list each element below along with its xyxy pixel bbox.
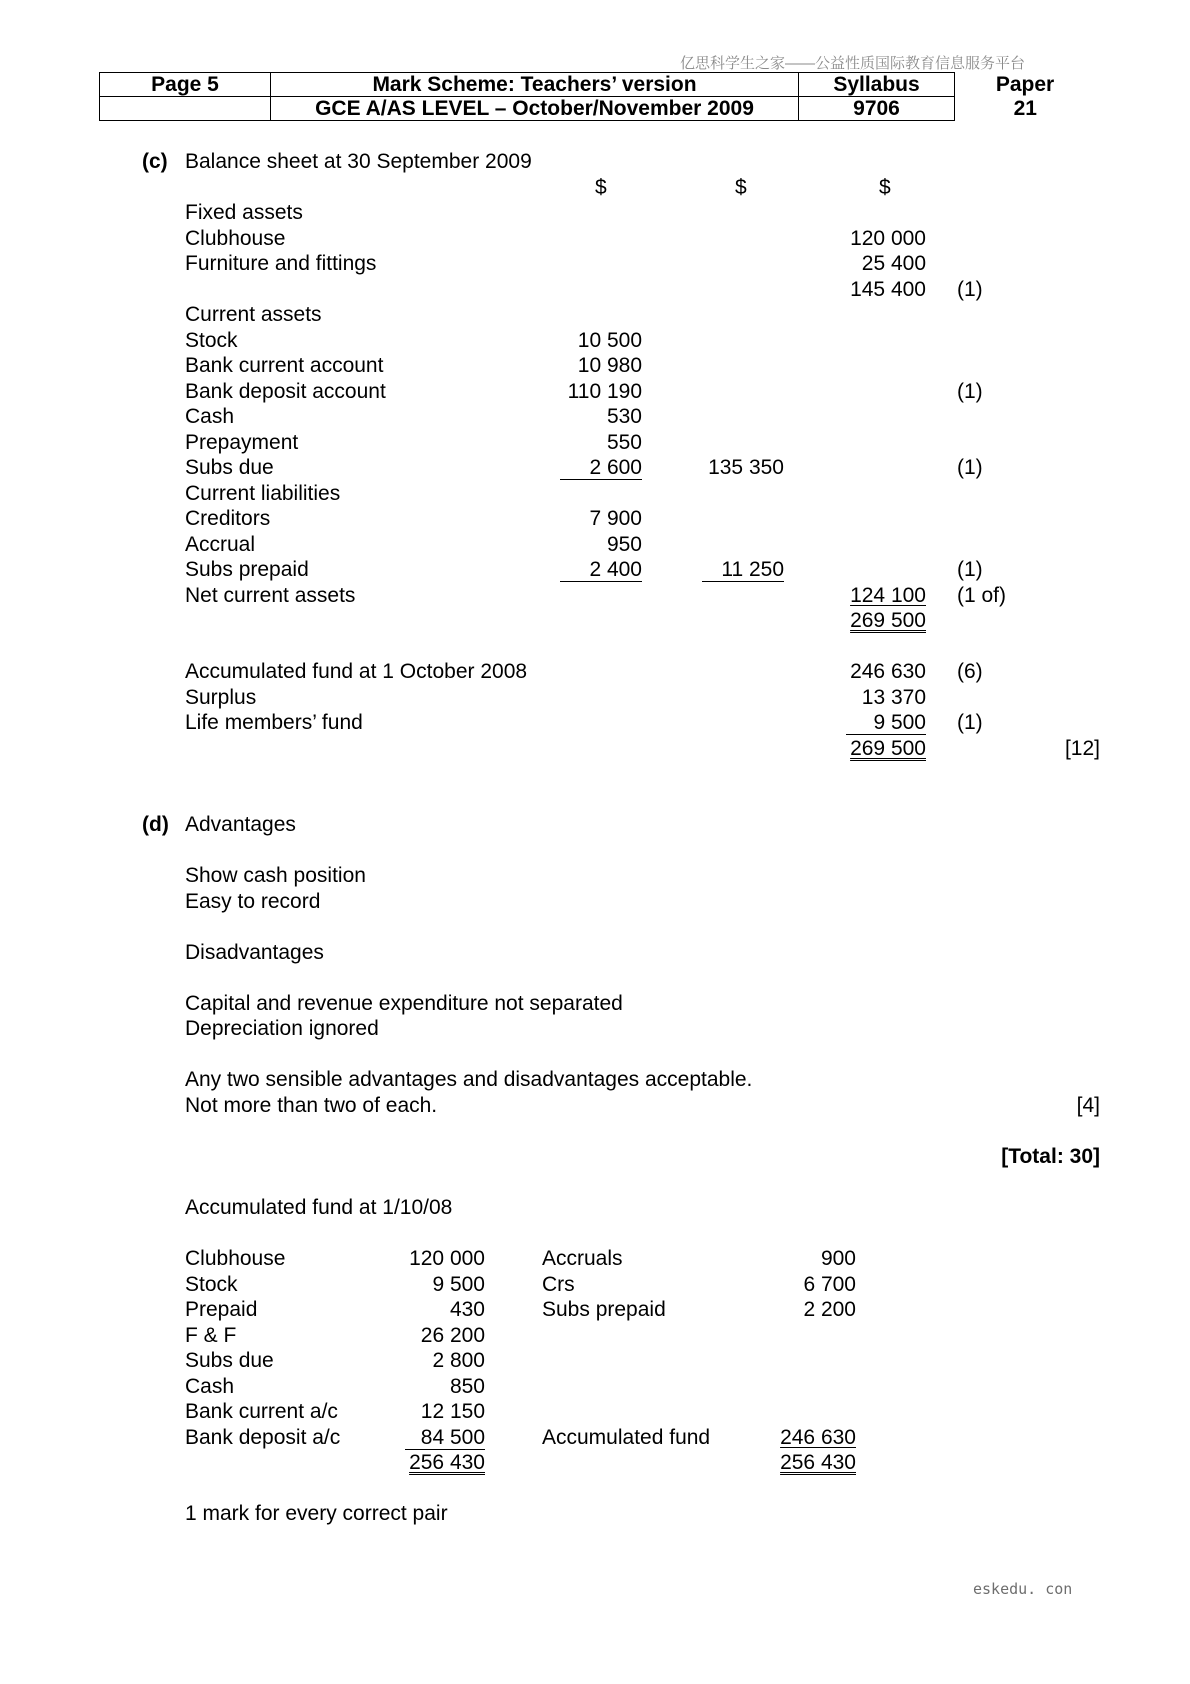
working-left-value: 12 150 <box>420 1400 485 1423</box>
prepayment-label: Prepayment <box>185 431 299 454</box>
furniture-label: Furniture and fittings <box>185 252 377 275</box>
surplus-label: Surplus <box>185 686 257 709</box>
working-right-label: Subs prepaid <box>542 1298 666 1321</box>
cash-value: 530 <box>606 405 642 428</box>
current-liabilities-total: 11 250 <box>702 557 784 582</box>
bank-current-label: Bank current account <box>185 354 384 377</box>
stock-label: Stock <box>185 329 238 352</box>
stock-value: 10 500 <box>577 329 642 352</box>
accumulated-fund-value: 246 630 <box>850 660 926 683</box>
subs-due-label: Subs due <box>185 456 274 479</box>
disadvantage-item: Depreciation ignored <box>185 1017 379 1040</box>
life-members-value: 9 500 <box>846 710 926 735</box>
advantage-item: Show cash position <box>185 864 366 887</box>
advantage-item: Easy to record <box>185 890 321 913</box>
working-left-label: Bank deposit a/c <box>185 1426 341 1449</box>
life-members-label: Life members’ fund <box>185 711 363 734</box>
part-c-label: (c) <box>142 150 168 173</box>
question-total: [Total: 30] <box>1001 1145 1100 1168</box>
accrual-label: Accrual <box>185 533 256 556</box>
working-left-label: Prepaid <box>185 1298 258 1321</box>
grand-total: 269 500 <box>850 737 926 760</box>
working-left-value: 120 000 <box>409 1247 485 1270</box>
net-assets-total: 269 500 <box>850 609 926 632</box>
balance-sheet-heading: Balance sheet at 30 September 2009 <box>185 150 532 173</box>
working-left-value: 9 500 <box>432 1273 485 1296</box>
surplus-value: 13 370 <box>861 686 926 709</box>
working-right-label: Crs <box>542 1273 575 1296</box>
working-left-value: 430 <box>449 1298 485 1321</box>
currency-col-3: $ <box>879 176 891 199</box>
accumulated-fund-label: Accumulated fund at 1 October 2008 <box>185 660 528 683</box>
working-right-value: 900 <box>820 1247 856 1270</box>
working-right-label: Accruals <box>542 1247 623 1270</box>
working-left-label: Subs due <box>185 1349 274 1372</box>
mark-subs-due: (1) <box>957 456 983 479</box>
net-current-assets-label: Net current assets <box>185 584 356 607</box>
cash-label: Cash <box>185 405 235 428</box>
document-title: Mark Scheme: Teachers’ version <box>271 73 799 97</box>
bank-current-value: 10 980 <box>577 354 642 377</box>
syllabus-label: Syllabus <box>799 73 955 97</box>
working-right-total: 256 430 <box>780 1451 856 1474</box>
exam-title: GCE A/AS LEVEL – October/November 2009 <box>271 97 799 121</box>
fixed-assets-heading: Fixed assets <box>185 201 303 224</box>
working-left-value: 26 200 <box>420 1324 485 1347</box>
mark-subs-prepaid: (1) <box>957 558 983 581</box>
working-note: 1 mark for every correct pair <box>185 1502 448 1525</box>
paper-label: Paper <box>995 73 1055 96</box>
page-number: Page 5 <box>100 73 271 97</box>
working-fund-value: 246 630 <box>780 1426 856 1449</box>
working-fund-label: Accumulated fund <box>542 1426 711 1449</box>
working-left-label: Bank current a/c <box>185 1400 338 1423</box>
creditors-label: Creditors <box>185 507 271 530</box>
mark-fixed-assets: (1) <box>957 278 983 301</box>
prepayment-value: 550 <box>606 431 642 454</box>
header-empty-cell <box>100 97 271 121</box>
working-heading: Accumulated fund at 1/10/08 <box>185 1196 453 1219</box>
working-left-total: 256 430 <box>409 1451 485 1474</box>
part-d-label: (d) <box>142 813 169 836</box>
working-left-value: 84 500 <box>405 1425 485 1450</box>
part-d-marks: [4] <box>1076 1094 1100 1117</box>
current-assets-total: 135 350 <box>708 456 784 479</box>
working-left-label: Cash <box>185 1375 235 1398</box>
creditors-value: 7 900 <box>589 507 642 530</box>
net-current-assets-value: 124 100 <box>850 584 926 607</box>
currency-col-2: $ <box>735 176 747 199</box>
working-left-label: F & F <box>185 1324 237 1347</box>
part-c-marks: [12] <box>1064 737 1100 760</box>
mark-bank-deposit: (1) <box>957 380 983 403</box>
clubhouse-value: 120 000 <box>850 227 926 250</box>
currency-col-1: $ <box>595 176 607 199</box>
disadvantages-heading: Disadvantages <box>185 941 324 964</box>
bank-deposit-value: 110 190 <box>567 380 642 403</box>
working-left-label: Clubhouse <box>185 1247 286 1270</box>
current-assets-heading: Current assets <box>185 303 322 326</box>
fixed-assets-total: 145 400 <box>850 278 926 301</box>
watermark-text: 亿思科学生之家——公益性质国际教育信息服务平台 <box>680 55 1026 72</box>
clubhouse-label: Clubhouse <box>185 227 286 250</box>
subs-prepaid-label: Subs prepaid <box>185 558 309 581</box>
mark-accumulated-fund: (6) <box>957 660 983 683</box>
mark-net-current-assets: (1 of) <box>957 584 1007 607</box>
footer-source: eskedu. con <box>973 1580 1073 1598</box>
paper-number: 21 <box>1013 97 1037 120</box>
disadvantage-item: Capital and revenue expenditure not separated <box>185 992 623 1015</box>
mark-life-members: (1) <box>957 711 983 734</box>
working-left-label: Stock <box>185 1273 238 1296</box>
working-right-value: 6 700 <box>803 1273 856 1296</box>
accrual-value: 950 <box>606 533 642 556</box>
syllabus-code: 9706 <box>799 97 955 121</box>
working-right-value: 2 200 <box>803 1298 856 1321</box>
furniture-value: 25 400 <box>861 252 926 275</box>
part-d-note: Not more than two of each. <box>185 1094 438 1117</box>
advantages-heading: Advantages <box>185 813 296 836</box>
working-left-value: 850 <box>449 1375 485 1398</box>
subs-prepaid-value: 2 400 <box>560 557 642 582</box>
part-d-note: Any two sensible advantages and disadvantages acceptable. <box>185 1068 753 1091</box>
working-left-value: 2 800 <box>432 1349 485 1372</box>
subs-due-value: 2 600 <box>560 455 642 480</box>
bank-deposit-label: Bank deposit account <box>185 380 386 403</box>
current-liabilities-heading: Current liabilities <box>185 482 341 505</box>
header-table <box>99 72 1096 121</box>
